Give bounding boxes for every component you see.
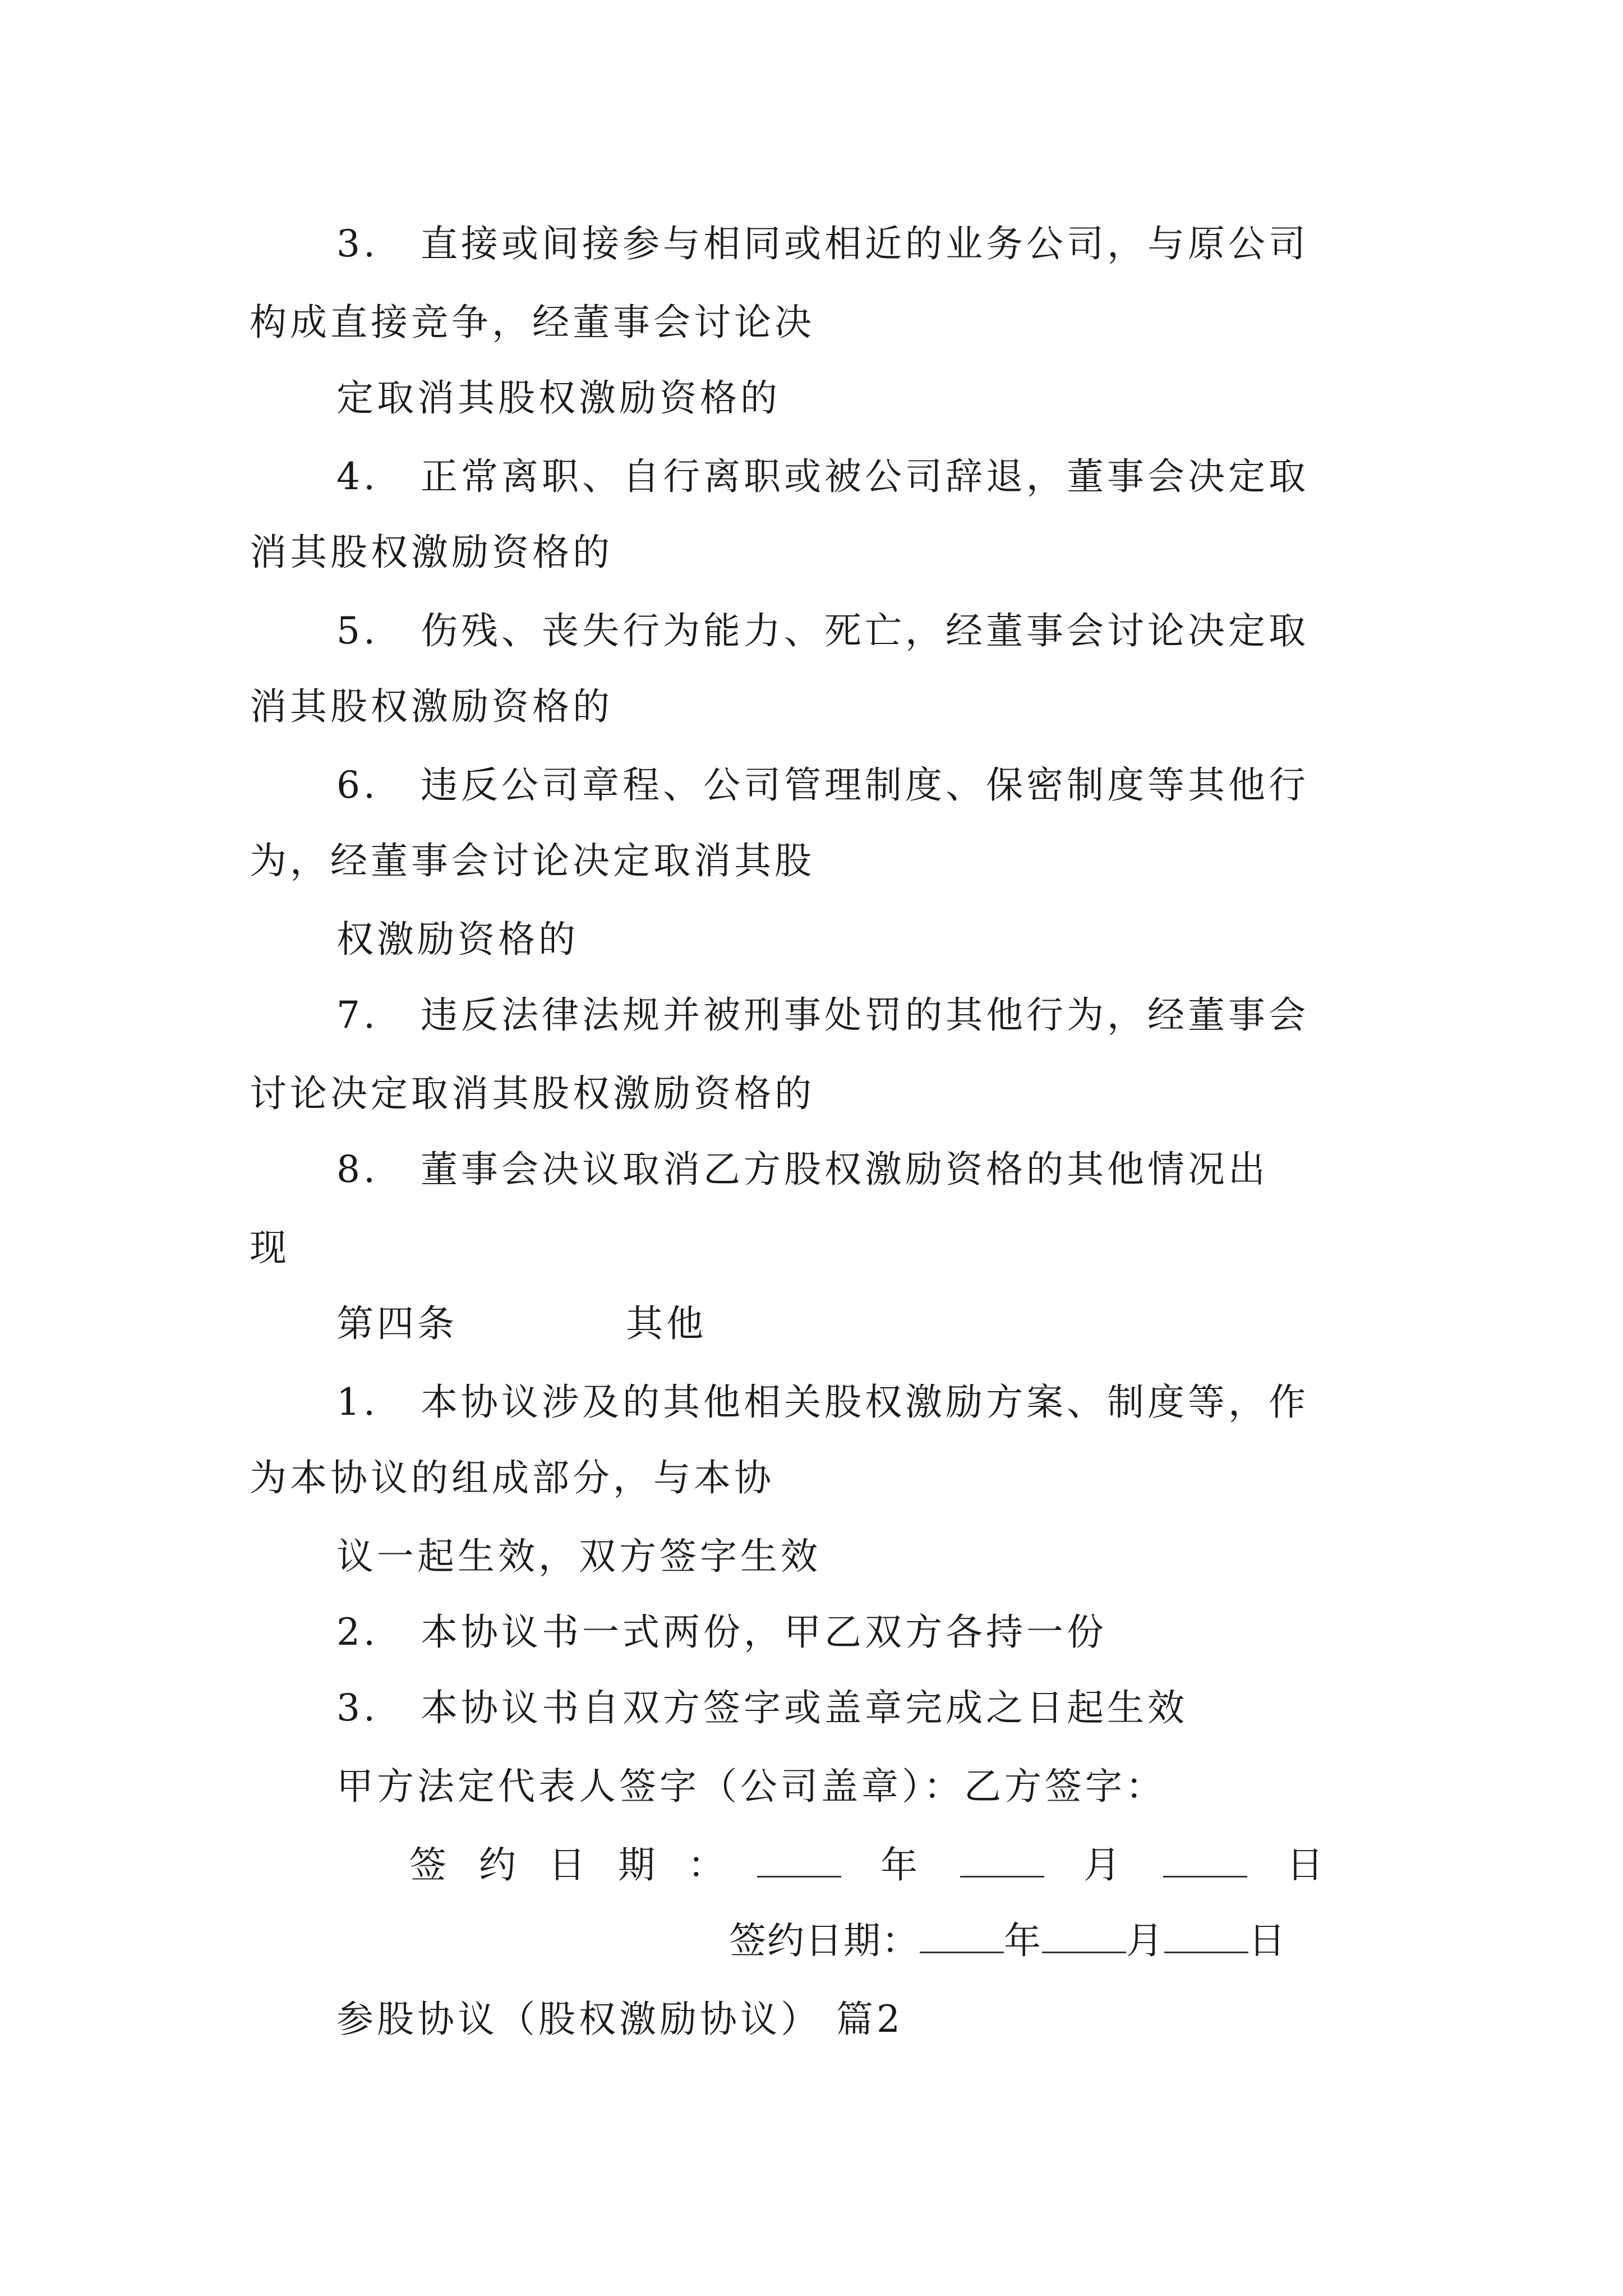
clause-4-line-1: 4. 正常离职、自行离职或被公司辞退，董事会决定取: [336, 452, 1309, 502]
other-1-line-1: 1. 本协议涉及的其他相关股权激励方案、制度等，作: [336, 1377, 1309, 1428]
day-label: 日: [1287, 1843, 1327, 1887]
month-blank: [960, 1842, 1044, 1878]
clause-8-line-2: 现: [250, 1226, 290, 1269]
clause-6-line-1: 6. 违反公司章程、公司管理制度、保密制度等其他行: [336, 760, 1309, 811]
other-3-line-1: 3. 本协议书自双方签字或盖章完成之日起生效: [336, 1683, 1188, 1733]
next-section-title: 参股协议（股权激励协议） 篇2: [336, 1998, 903, 2041]
clause-8-line-1: 8. 董事会决议取消乙方股权激励资格的其他情况出: [336, 1144, 1269, 1195]
clause-number: 6.: [336, 763, 379, 807]
month-label: 月: [1083, 1843, 1124, 1887]
clause-7-line-1: 7. 违反法律法规并被刑事处罚的其他行为，经董事会: [336, 990, 1309, 1041]
year-blank: [920, 1918, 1004, 1953]
day-label: 日: [1248, 1919, 1287, 1962]
clause-5-line-2: 消其股权激励资格的: [250, 685, 613, 728]
clause-number: 2.: [336, 1611, 379, 1654]
clause-number: 1.: [336, 1381, 379, 1424]
signature-parties: 甲方法定代表人签字（公司盖章）：乙方签字：: [336, 1765, 1166, 1808]
clause-6-line-2: 为，经董事会讨论决定取消其股: [250, 839, 815, 882]
date-label: 签约日期：: [729, 1919, 920, 1962]
clause-number: 3.: [336, 222, 379, 265]
other-1-line-2: 为本协议的组成部分，与本协: [250, 1456, 774, 1499]
clause-5-line-1: 5. 伤残、丧失行为能力、死亡，经董事会讨论决定取: [336, 606, 1309, 656]
clause-6-line-3: 权激励资格的: [336, 918, 579, 961]
month-blank: [1042, 1918, 1126, 1953]
clause-3-line-2: 构成直接竞争，经董事会讨论决: [250, 301, 815, 344]
other-2-line-1: 2. 本协议书一式两份，甲乙双方各持一份: [336, 1607, 1107, 1658]
clause-3-line-3: 定取消其股权激励资格的: [336, 376, 781, 420]
clause-number: 7.: [336, 993, 379, 1037]
other-1-line-3: 议一起生效，双方签字生效: [336, 1535, 821, 1578]
year-label: 年: [1004, 1919, 1042, 1962]
year-blank: [757, 1842, 841, 1878]
year-label: 年: [880, 1843, 921, 1887]
clause-7-line-2: 讨论决定取消其股权激励资格的: [250, 1072, 815, 1115]
article-4-heading: [336, 1299, 707, 1349]
month-label: 月: [1126, 1919, 1164, 1962]
day-blank: [1163, 1842, 1247, 1878]
article-title: 其他: [626, 1302, 707, 1345]
clause-number: 8.: [336, 1148, 379, 1191]
day-blank: [1164, 1918, 1248, 1953]
clause-4-line-2: 消其股权激励资格的: [250, 531, 613, 574]
article-label: 第四条: [336, 1302, 458, 1345]
clause-number: 3.: [336, 1686, 379, 1729]
signature-date-line-1: [409, 1840, 1327, 1890]
date-label: 签约日期：: [409, 1843, 757, 1887]
clause-number: 4.: [336, 455, 379, 498]
clause-number: 5.: [336, 609, 379, 652]
clause-3-line-1: 3. 直接或间接参与相同或相近的业务公司，与原公司: [336, 219, 1309, 269]
signature-date-line-2: [729, 1916, 1287, 1966]
